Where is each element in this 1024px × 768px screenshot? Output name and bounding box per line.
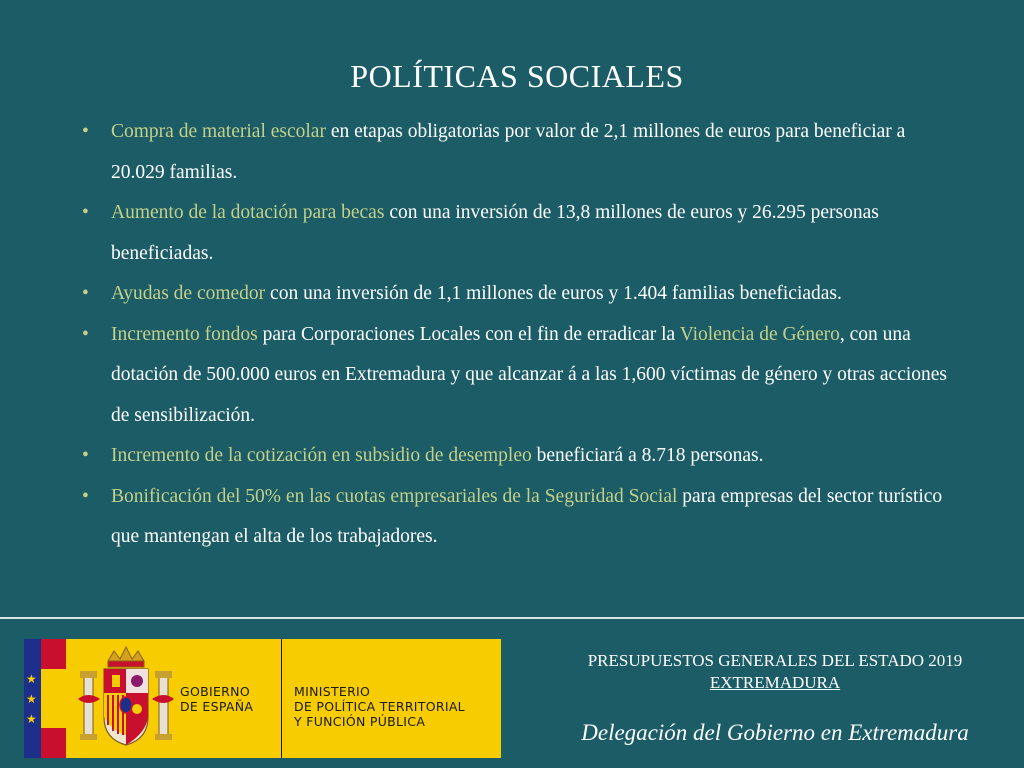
coat-of-arms-spain-icon bbox=[66, 639, 186, 758]
list-item bbox=[82, 315, 962, 437]
body-text: beneficiará a 8.718 personas. bbox=[531, 445, 764, 466]
highlighted-text: Ayudas de comedor bbox=[111, 283, 266, 304]
body-text: con una inversión de 1,1 millones de euros y 1.404 familias beneficiadas. bbox=[265, 283, 842, 304]
highlighted-text: Aumento de la dotación para becas bbox=[111, 202, 385, 223]
ministry-name: MINISTERIO DE POLÍTICA TERRITORIAL Y FUNCIÓN PÚBLICA bbox=[294, 684, 465, 729]
region-label: EXTREMADURA bbox=[709, 673, 841, 692]
budget-caption bbox=[545, 650, 1005, 694]
footer-divider bbox=[0, 617, 1024, 619]
list-item bbox=[82, 274, 962, 315]
bullet-icon: • bbox=[82, 445, 89, 466]
bullet-list bbox=[82, 112, 962, 558]
list-item bbox=[82, 193, 962, 274]
budget-title: PRESUPUESTOS GENERALES DEL ESTADO 2019 bbox=[587, 651, 963, 670]
highlighted-text: Bonificación del 50% en las cuotas empresariales de la Seguridad Social bbox=[111, 485, 678, 507]
body-text: para empresas del sector turístico que mantengan el alta de los trabajadores. bbox=[111, 485, 943, 547]
bullet-icon: • bbox=[82, 485, 89, 507]
body-text: , con una dotación de 500.000 euros en Extremadura y que alcanzar á a las 1,600 víctimas de género y otras acciones de sensibilización. bbox=[111, 323, 948, 426]
list-item bbox=[82, 112, 962, 193]
bullet-icon: • bbox=[82, 283, 89, 304]
highlighted-text: Compra de material escolar bbox=[111, 121, 326, 142]
highlighted-text: Violencia de Género bbox=[679, 323, 840, 345]
government-logo bbox=[24, 639, 501, 758]
eu-spain-flag-icon bbox=[24, 639, 66, 758]
list-item bbox=[82, 436, 962, 477]
body-text: con una inversión de 13,8 millones de euros y 26.295 personas beneficiadas. bbox=[111, 202, 879, 264]
highlighted-text: Incremento fondos bbox=[111, 323, 258, 345]
bullet-icon: • bbox=[82, 202, 89, 223]
highlighted-text: Incremento de la cotización en subsidio de desempleo bbox=[111, 445, 532, 466]
body-text: en etapas obligatorias por valor de 2,1 millones de euros para beneficiar a 20.029 familias. bbox=[111, 121, 906, 183]
star-icon: ★ bbox=[26, 692, 37, 706]
body-text: para Corporaciones Locales con el fin de erradicar la bbox=[257, 323, 680, 345]
list-item bbox=[82, 477, 962, 558]
bullet-icon: • bbox=[82, 121, 89, 142]
government-name: GOBIERNO DE ESPAÑA bbox=[180, 684, 254, 714]
slide-title: POLÍTICAS SOCIALES bbox=[350, 58, 684, 94]
bullet-icon: • bbox=[82, 323, 89, 345]
delegation-label: Delegación del Gobierno en Extremadura bbox=[581, 720, 969, 745]
star-icon: ★ bbox=[26, 672, 37, 686]
logo-separator bbox=[281, 639, 282, 758]
star-icon: ★ bbox=[26, 712, 37, 726]
